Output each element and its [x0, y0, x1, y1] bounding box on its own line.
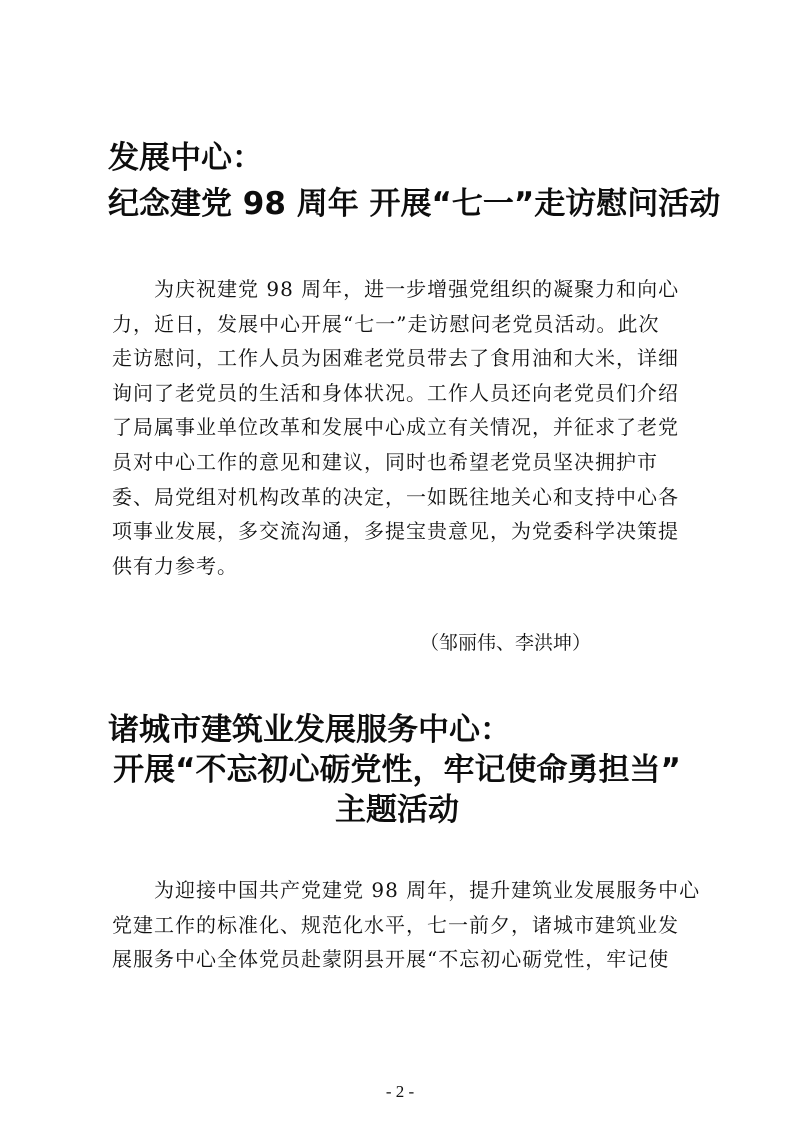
body-line: 供有力参考。	[112, 553, 238, 578]
article1-body	[112, 272, 712, 583]
body-line: 员对中心工作的意见和建议，同时也希望老党员坚决拥护市	[112, 449, 658, 474]
body-line: 党建工作的标准化、规范化水平，七一前夕，诸城市建筑业发	[112, 912, 679, 937]
body-line: 了局属事业单位改革和发展中心成立有关情况，并征求了老党	[112, 415, 679, 440]
body-line: 项事业发展，多交流沟通，多提宝贵意见，为党委科学决策提	[112, 519, 679, 544]
body-line: 委、局党组对机构改革的决定，一如既往地关心和支持中心各	[112, 484, 679, 509]
body-line: 力，近日，发展中心开展“七一”走访慰问老党员活动。此次	[112, 311, 660, 336]
body-line: 为庆祝建党 98 周年，进一步增强党组织的凝聚力和向心	[112, 277, 680, 301]
article2-title-line2: 开展“不忘初心砺党性，牢记使命勇担当”	[113, 752, 681, 788]
page-number: - 2 -	[385, 1082, 415, 1101]
article1-title-line2: 纪念建党 98 周年 开展“七一”走访慰问活动	[108, 186, 721, 222]
article2-title-line1: 诸城市建筑业发展服务中心：	[108, 712, 511, 748]
article2-title-line3: 主题活动	[335, 792, 459, 828]
body-line: 询问了老党员的生活和身体状况。工作人员还向老党员们介绍	[112, 380, 679, 405]
body-line: 展服务中心全体党员赴蒙阴县开展“不忘初心砺党性，牢记使	[112, 947, 670, 972]
body-line: 走访慰问，工作人员为困难老党员带去了食用油和大米，详细	[112, 346, 679, 371]
article2-body	[112, 873, 712, 977]
body-line: 为迎接中国共产党建党 98 周年，提升建筑业发展服务中心	[112, 878, 701, 902]
article1-signature: （邹丽伟、李洪坤）	[420, 632, 592, 654]
article1-title-line1: 发展中心：	[108, 140, 263, 176]
